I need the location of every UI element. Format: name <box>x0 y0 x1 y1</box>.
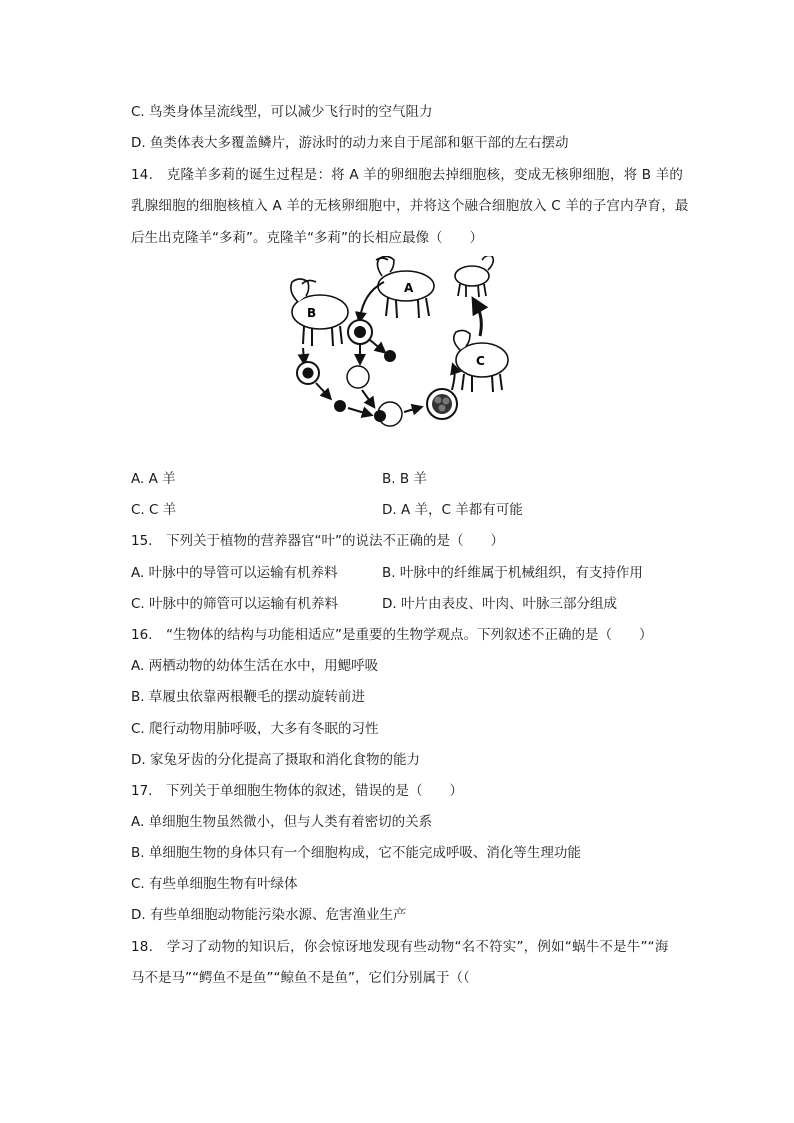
q15-option-d: D. 叶片由表皮、叶肉、叶脉三部分组成 <box>382 596 617 612</box>
q16-option-a: A. 两栖动物的幼体生活在水中，用鳃呼吸 <box>131 658 379 674</box>
q16-option-c: C. 爬行动物用肺呼吸，大多有冬眠的习性 <box>131 721 379 737</box>
q14-option-c: C. C 羊 <box>131 502 177 518</box>
sheep-b-icon <box>291 279 348 346</box>
arrow-c-to-dolly <box>476 304 481 336</box>
q18-stem-line-2: 马不是马”“鳄鱼不是鱼”“鲸鱼不是鱼”，它们分别属于（（ <box>131 970 470 986</box>
q13-option-d: D. 鱼类体表大多覆盖鳞片，游泳时的动力来自于尾部和躯干部的左右摆动 <box>131 135 569 151</box>
donor-nucleus-icon <box>334 400 346 412</box>
q14-stem-line-3: 后生出克隆羊“多莉”。克隆羊“多莉”的长相应最像（ ） <box>131 230 483 246</box>
q14-option-b: B. B 羊 <box>382 471 427 487</box>
sheep-b-label: B <box>307 306 317 320</box>
sheep-c-icon <box>454 330 508 392</box>
q13-option-c: C. 鸟类身体呈流线型，可以减少飞行时的空气阻力 <box>131 104 433 120</box>
q16-option-d: D. 家兔牙齿的分化提高了摄取和消化食物的能力 <box>131 752 420 768</box>
sheep-a-label: A <box>404 281 414 295</box>
embryo-icon <box>427 389 457 419</box>
q18-stem-line-1: 18. 学习了动物的知识后，你会惊讶地发现有些动物“名不符实”，例如“蜗牛不是牛”“海 <box>131 939 669 955</box>
q17-option-a: A. 单细胞生物虽然微小，但与人类有着密切的关系 <box>131 814 433 830</box>
removed-nucleus-icon <box>384 350 396 362</box>
cloning-diagram <box>276 256 516 434</box>
q14-option-d: D. A 羊，C 羊都有可能 <box>382 502 523 518</box>
q14-stem-line-2: 乳腺细胞的细胞核植入 A 羊的无核卵细胞中，并将这个融合细胞放入 C 羊的子宫内孕育，最 <box>131 198 689 214</box>
q15-stem: 15. 下列关于植物的营养器官“叶”的说法不正确的是（ ） <box>131 533 504 549</box>
q14-option-a: A. A 羊 <box>131 471 176 487</box>
q15-option-c: C. 叶脉中的筛管可以运输有机养料 <box>131 596 339 612</box>
q17-option-d: D. 有些单细胞动物能污染水源、危害渔业生产 <box>131 907 407 923</box>
egg-cell-icon <box>348 320 372 344</box>
fused-cell-icon <box>374 402 402 426</box>
enucleated-egg-icon <box>347 366 369 388</box>
dolly-sheep-icon <box>455 256 493 297</box>
sheep-c-label: C <box>476 354 485 368</box>
sheep-a-icon <box>376 256 434 318</box>
q16-stem: 16. “生物体的结构与功能相适应”是重要的生物学观点。下列叙述不正确的是（ ） <box>131 627 653 643</box>
q14-stem-line-1: 14. 克隆羊多莉的诞生过程是：将 A 羊的卵细胞去掉细胞核，变成无核卵细胞，将 B 羊的 <box>131 167 684 183</box>
mammary-cell-icon <box>297 362 319 384</box>
q15-option-b: B. 叶脉中的纤维属于机械组织，有支持作用 <box>382 565 643 581</box>
q17-option-c: C. 有些单细胞生物有叶绿体 <box>131 876 298 892</box>
q17-option-b: B. 单细胞生物的身体只有一个细胞构成，它不能完成呼吸、消化等生理功能 <box>131 845 581 861</box>
q17-stem: 17. 下列关于单细胞生物体的叙述，错误的是（ ） <box>131 783 463 799</box>
q15-option-a: A. 叶脉中的导管可以运输有机养料 <box>131 565 338 581</box>
q16-option-b: B. 草履虫依靠两根鞭毛的摆动旋转前进 <box>131 689 365 705</box>
